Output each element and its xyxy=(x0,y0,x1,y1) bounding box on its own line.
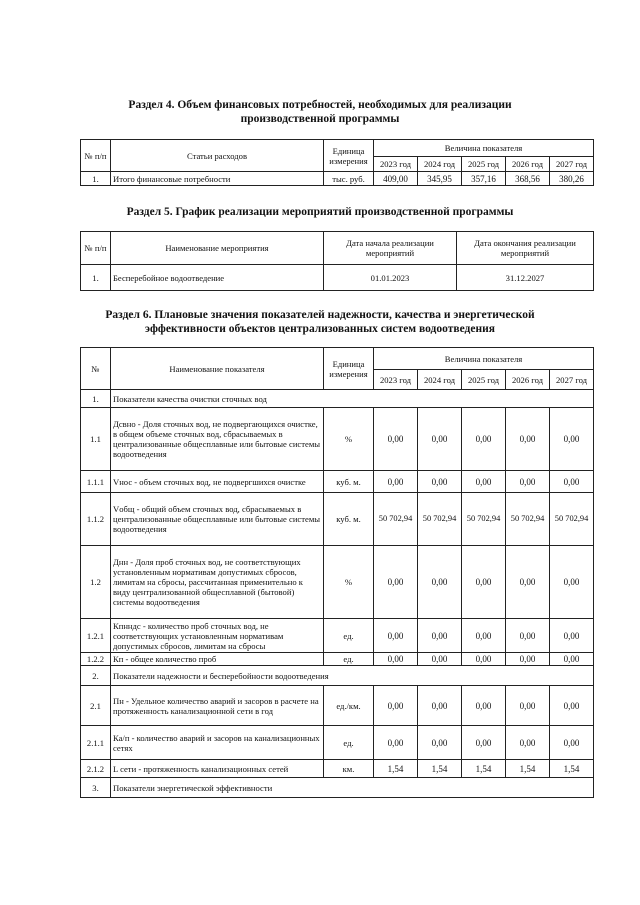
row-name: Днн - Доля проб сточных вод, не соответствующих установленным нормативам допустимых сбросов, лимитам на сбросы, рассчитанная применительно к виду централизованной общесплавной (бытовой) системы водоотведения xyxy=(111,546,324,619)
row-value: 0,00 xyxy=(374,619,418,653)
s6-header-year: 2024 год xyxy=(418,370,462,390)
row-value: 0,00 xyxy=(418,726,462,760)
table-row xyxy=(81,653,594,666)
section5-title: Раздел 5. График реализации мероприятий производственной программы xyxy=(126,206,514,218)
row-num: 2.1.2 xyxy=(81,760,111,778)
s4-header-item: Статьи расходов xyxy=(111,140,324,172)
row-num: 2.1 xyxy=(81,686,111,726)
row-value: 0,00 xyxy=(462,471,506,493)
table-row xyxy=(81,760,594,778)
row-value: 1,54 xyxy=(374,760,418,778)
row-num: 1. xyxy=(81,265,111,291)
row-num: 1.1.2 xyxy=(81,493,111,546)
row-num: 2.1.1 xyxy=(81,726,111,760)
row-name: Кп - общее количество проб xyxy=(111,653,324,666)
row-unit: куб. м. xyxy=(324,471,374,493)
row-value: 0,00 xyxy=(418,471,462,493)
row-num: 1.2.2 xyxy=(81,653,111,666)
row-value: 0,00 xyxy=(418,619,462,653)
row-value: 0,00 xyxy=(550,653,594,666)
s4-header-year: 2026 год xyxy=(506,157,550,172)
row-value: 1,54 xyxy=(550,760,594,778)
row-value: 0,00 xyxy=(506,471,550,493)
section4-title-line1: Раздел 4. Объем финансовых потребностей, необходимых для реализации xyxy=(128,99,512,111)
row-value: 50 702,94 xyxy=(506,493,550,546)
table-section-row xyxy=(81,666,594,686)
row-value: 0,00 xyxy=(462,726,506,760)
row-name: Показатели энергетической эффективности xyxy=(111,778,594,798)
s5-header-start: Дата начала реализации мероприятий xyxy=(324,232,457,265)
table-section-row xyxy=(81,390,594,408)
row-num: 1. xyxy=(81,390,111,408)
row-unit: тыс. руб. xyxy=(324,172,374,186)
section4-table xyxy=(80,139,594,186)
row-num: 3. xyxy=(81,778,111,798)
s4-header-year: 2024 год xyxy=(418,157,462,172)
row-num: 1.2 xyxy=(81,546,111,619)
row-value: 50 702,94 xyxy=(418,493,462,546)
s6-header-value: Величина показателя xyxy=(374,348,594,370)
section6-table xyxy=(80,347,594,798)
row-num: 1. xyxy=(81,172,111,186)
row-end: 31.12.2027 xyxy=(457,265,594,291)
table-row xyxy=(81,265,594,291)
s6-header-unit: Единица измерения xyxy=(324,348,374,390)
row-value: 1,54 xyxy=(462,760,506,778)
row-value: 0,00 xyxy=(506,546,550,619)
row-value: 0,00 xyxy=(418,408,462,471)
row-name: Бесперебойное водоотведение xyxy=(111,265,324,291)
row-value: 0,00 xyxy=(462,408,506,471)
row-value: 0,00 xyxy=(462,686,506,726)
row-name: L сети - протяженность канализационных сетей xyxy=(111,760,324,778)
row-unit: ед. xyxy=(324,619,374,653)
row-value: 0,00 xyxy=(506,619,550,653)
row-unit: ед./км. xyxy=(324,686,374,726)
row-value: 0,00 xyxy=(462,546,506,619)
section4-title xyxy=(0,98,640,126)
row-value: 0,00 xyxy=(506,653,550,666)
row-value: 0,00 xyxy=(374,546,418,619)
row-value: 0,00 xyxy=(418,546,462,619)
section5-table xyxy=(80,231,594,291)
row-value: 0,00 xyxy=(550,546,594,619)
row-value: 0,00 xyxy=(550,686,594,726)
row-value: 0,00 xyxy=(550,726,594,760)
row-num: 1.1 xyxy=(81,408,111,471)
s6-header-year: 2025 год xyxy=(462,370,506,390)
row-value: 0,00 xyxy=(374,686,418,726)
row-value: 0,00 xyxy=(506,408,550,471)
row-value: 345,95 xyxy=(418,172,462,186)
row-num: 1.2.1 xyxy=(81,619,111,653)
row-value: 1,54 xyxy=(506,760,550,778)
s4-header-year: 2023 год xyxy=(374,157,418,172)
table-row xyxy=(81,172,594,186)
section6-title xyxy=(0,308,640,336)
section6-title-line1: Раздел 6. Плановые значения показателей надежности, качества и энергетической xyxy=(105,309,535,321)
row-value: 380,26 xyxy=(550,172,594,186)
row-value: 0,00 xyxy=(506,726,550,760)
section6-title-line2: эффективности объектов централизованных систем водоотведения xyxy=(145,323,495,335)
s4-header-value: Величина показателя xyxy=(374,140,594,157)
row-start: 01.01.2023 xyxy=(324,265,457,291)
s6-header-year: 2023 год xyxy=(374,370,418,390)
row-unit: ед. xyxy=(324,653,374,666)
row-name: Пн - Удельное количество аварий и засоров в расчете на протяженность канализационной сети в год xyxy=(111,686,324,726)
row-value: 50 702,94 xyxy=(550,493,594,546)
row-value: 0,00 xyxy=(418,686,462,726)
section4-title-line2: производственной программы xyxy=(240,113,400,125)
table-row xyxy=(81,408,594,471)
row-name: Показатели надежности и бесперебойности водоотведения xyxy=(111,666,594,686)
s4-header-num: № п/п xyxy=(81,140,111,172)
row-value: 0,00 xyxy=(374,653,418,666)
row-value: 1,54 xyxy=(418,760,462,778)
row-value: 0,00 xyxy=(374,471,418,493)
row-name: Итого финансовые потребности xyxy=(111,172,324,186)
row-unit: % xyxy=(324,546,374,619)
row-value: 50 702,94 xyxy=(462,493,506,546)
row-value: 357,16 xyxy=(462,172,506,186)
row-name: Vобщ - общий объем сточных вод, сбрасываемых в централизованные общесплавные или бытовые системы водоотведения xyxy=(111,493,324,546)
s6-header-year: 2026 год xyxy=(506,370,550,390)
row-value: 50 702,94 xyxy=(374,493,418,546)
table-row xyxy=(81,686,594,726)
table-row xyxy=(81,546,594,619)
s5-header-end: Дата окончания реализации мероприятий xyxy=(457,232,594,265)
row-value: 368,56 xyxy=(506,172,550,186)
row-unit: куб. м. xyxy=(324,493,374,546)
row-value: 0,00 xyxy=(506,686,550,726)
row-unit: км. xyxy=(324,760,374,778)
row-name: Показатели качества очистки сточных вод xyxy=(111,390,594,408)
row-value: 0,00 xyxy=(374,726,418,760)
s4-header-year: 2025 год xyxy=(462,157,506,172)
row-value: 0,00 xyxy=(550,471,594,493)
row-name: Ка/п - количество аварий и засоров на канализационных сетях xyxy=(111,726,324,760)
row-value: 0,00 xyxy=(418,653,462,666)
row-num: 2. xyxy=(81,666,111,686)
row-value: 0,00 xyxy=(550,408,594,471)
row-name: Дсвно - Доля сточных вод, не подвергающихся очистке, в общем объеме сточных вод, сбрасываемых в централизованные общесплавные или бытовые системы водоотведения xyxy=(111,408,324,471)
s6-header-num: № xyxy=(81,348,111,390)
table-row xyxy=(81,493,594,546)
row-value: 0,00 xyxy=(462,619,506,653)
row-num: 1.1.1 xyxy=(81,471,111,493)
s5-header-num: № п/п xyxy=(81,232,111,265)
row-value: 0,00 xyxy=(374,408,418,471)
row-unit: % xyxy=(324,408,374,471)
row-name: Vнос - объем сточных вод, не подвергшихся очистке xyxy=(111,471,324,493)
s5-header-name: Наименование мероприятия xyxy=(111,232,324,265)
table-row xyxy=(81,726,594,760)
s6-header-name: Наименование показателя xyxy=(111,348,324,390)
row-value: 409,00 xyxy=(374,172,418,186)
s4-header-unit: Единица измерения xyxy=(324,140,374,172)
row-value: 0,00 xyxy=(550,619,594,653)
row-unit: ед. xyxy=(324,726,374,760)
row-value: 0,00 xyxy=(462,653,506,666)
table-row xyxy=(81,619,594,653)
s6-header-year: 2027 год xyxy=(550,370,594,390)
table-row xyxy=(81,471,594,493)
row-name: Кпнндс - количество проб сточных вод, не соответствующих установленным нормативам допустимых сбросов, лимитам на сбросы xyxy=(111,619,324,653)
s4-header-year: 2027 год xyxy=(550,157,594,172)
table-section-row xyxy=(81,778,594,798)
